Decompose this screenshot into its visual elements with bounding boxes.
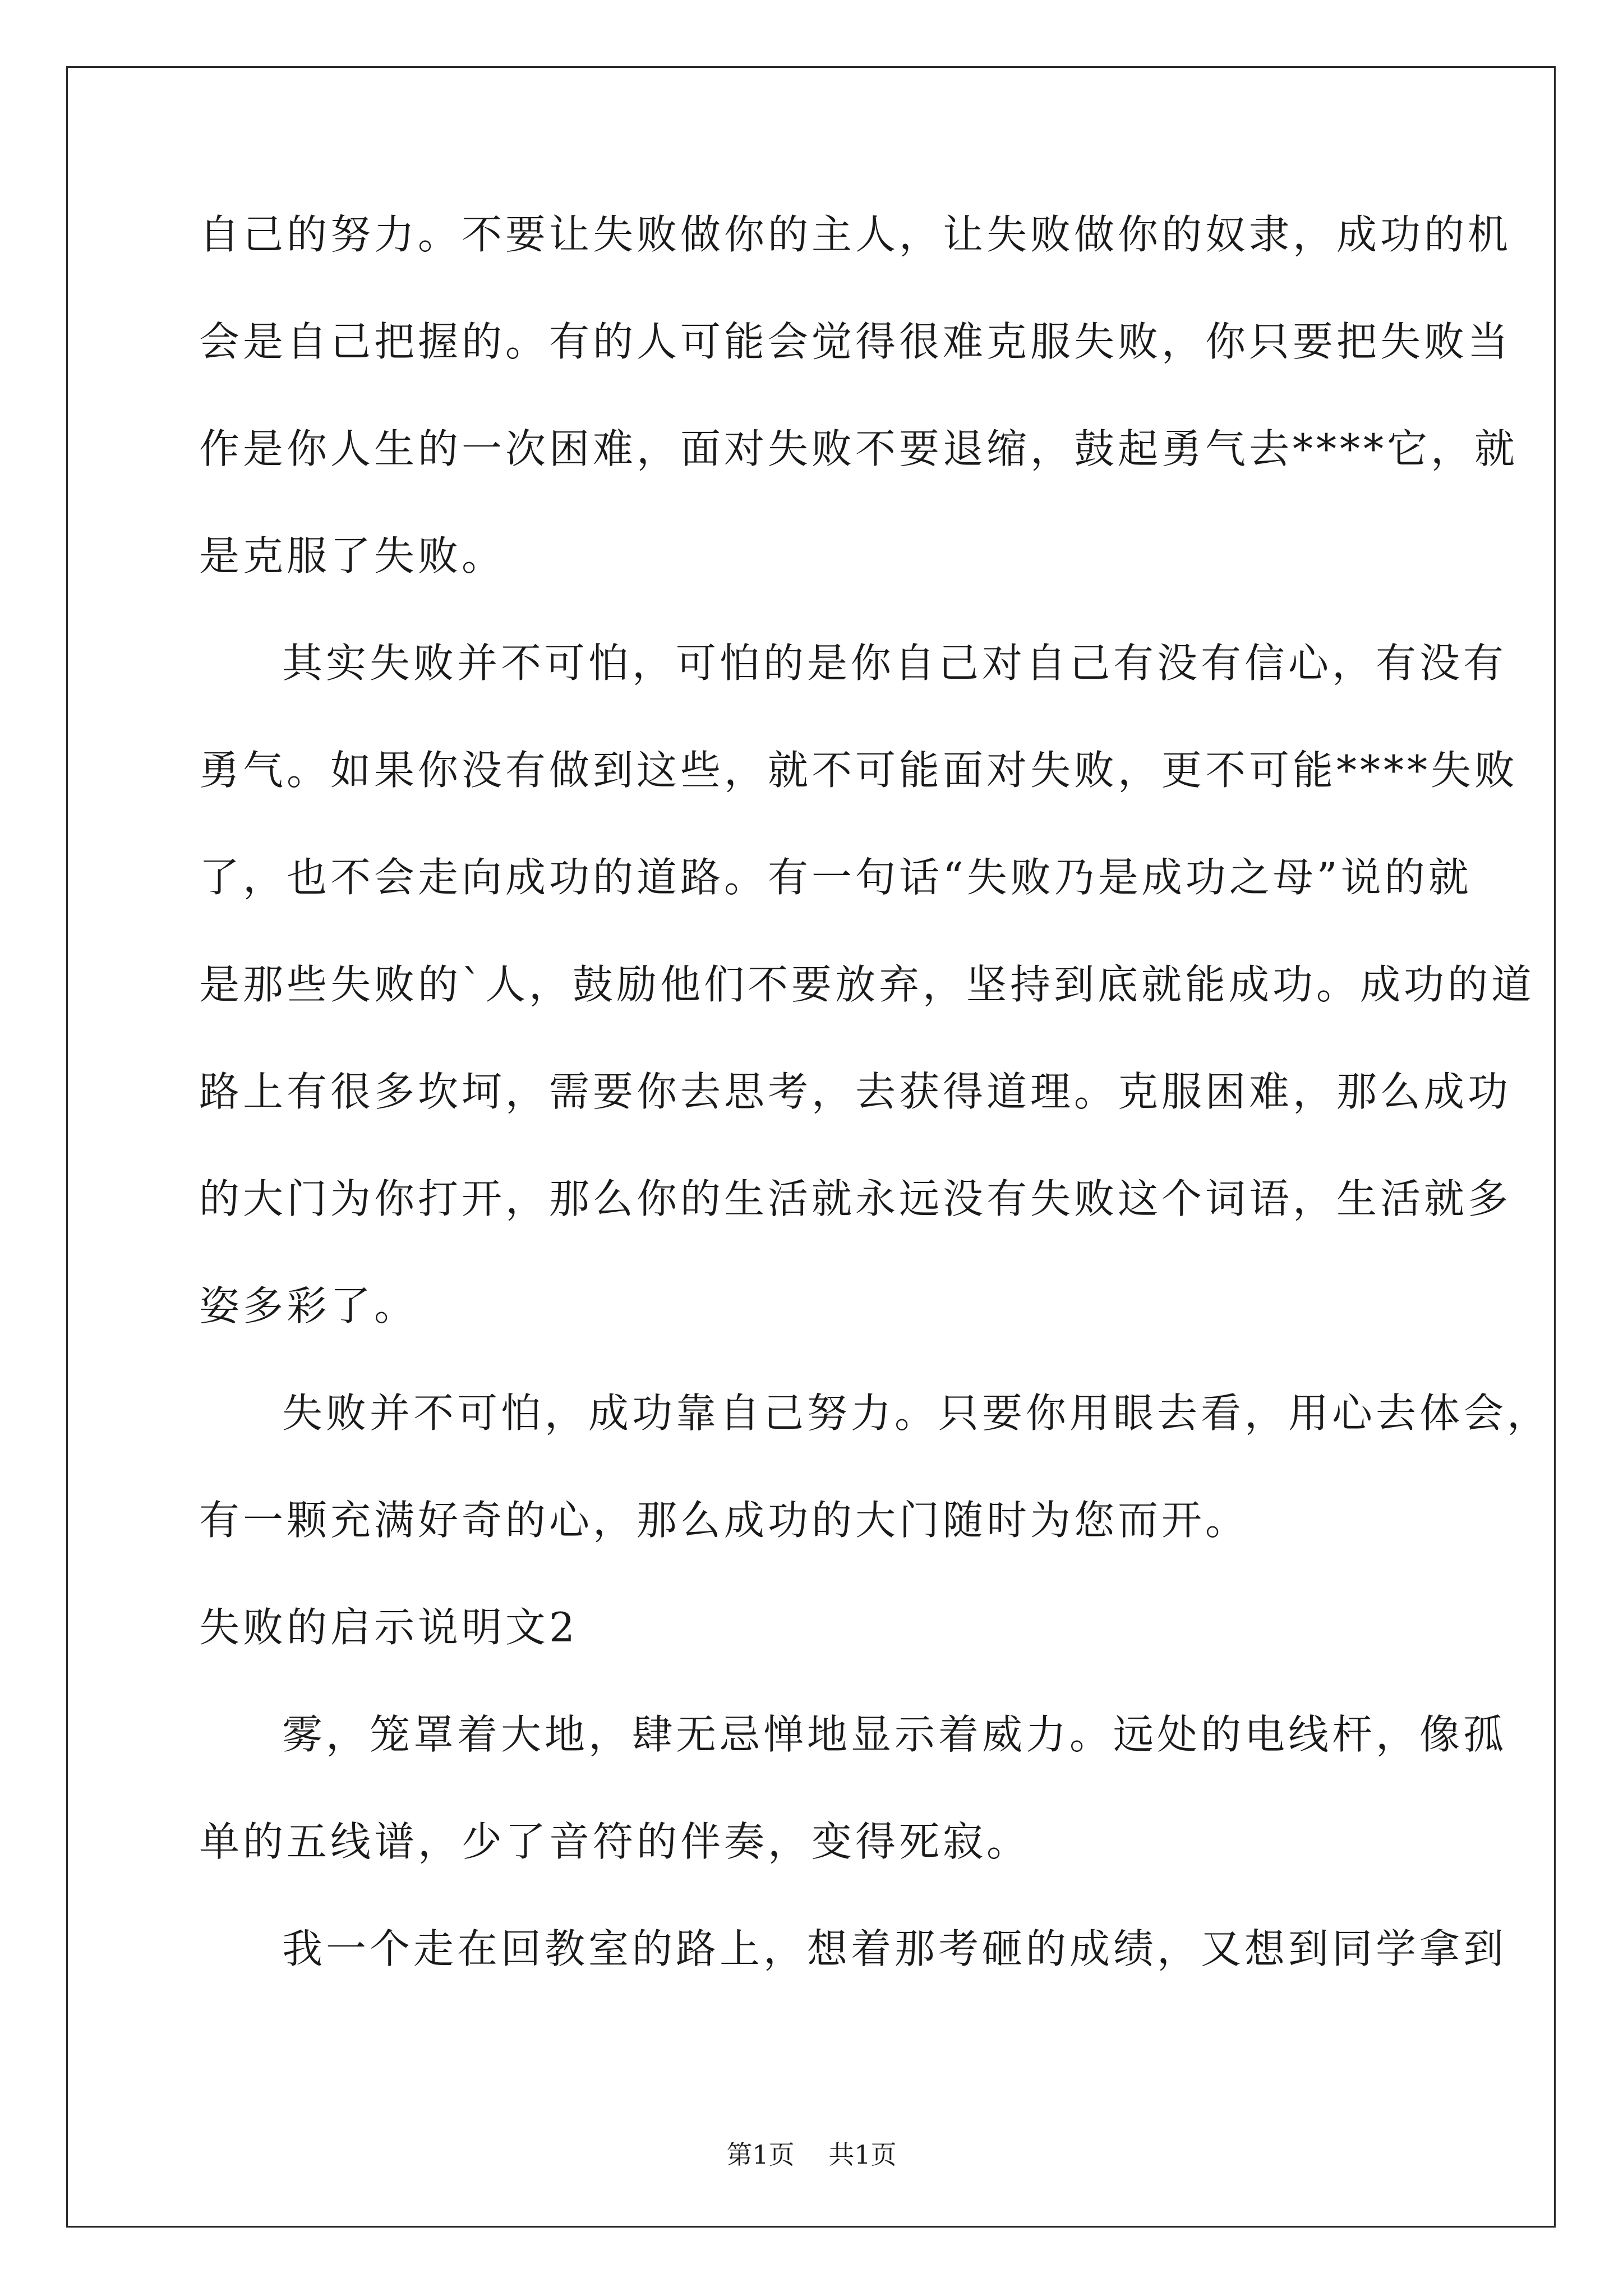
section-heading: 失败的启示说明文2 <box>199 1604 578 1651</box>
text-line: 是克服了失败。 <box>199 532 506 579</box>
document-body <box>199 211 1551 2036</box>
text-line: 勇气。如果你没有做到这些，就不可能面对失败，更不可能****失败 <box>199 747 1519 794</box>
text-line: 雾，笼罩着大地，肆无忌惮地显示着威力。远处的电线杆，像孤 <box>282 1711 1507 1758</box>
text-line: 自己的努力。不要让失败做你的主人，让失败做你的奴隶，成功的机 <box>199 211 1512 258</box>
text-line: 我一个走在回教室的路上，想着那考砸的成绩，又想到同学拿到 <box>282 1925 1507 1972</box>
page-footer <box>0 2134 1623 2171</box>
text-line: 是那些失败的`人，鼓励他们不要放弃，坚持到底就能成功。成功的道 <box>199 961 1536 1008</box>
text-line: 路上有很多坎坷，需要你去思考，去获得道理。克服困难，那么成功 <box>199 1068 1512 1115</box>
text-line: 会是自己把握的。有的人可能会觉得很难克服失败，你只要把失败当 <box>199 318 1512 365</box>
text-line: 单的五线谱，少了音符的伴奏，变得死寂。 <box>199 1818 1031 1865</box>
text-line: 的大门为你打开，那么你的生活就永远没有失败这个词语，生活就多 <box>199 1175 1512 1222</box>
text-line: 姿多彩了。 <box>199 1282 418 1329</box>
text-line: 失败并不可怕，成功靠自己努力。只要你用眼去看，用心去体会， <box>282 1389 1551 1437</box>
text-line: 作是你人生的一次困难，面对失败不要退缩，鼓起勇气去****它，就 <box>199 425 1519 472</box>
page-number-current: 第1页 <box>726 2139 795 2170</box>
page-number-total: 共1页 <box>828 2139 897 2170</box>
text-line: 有一颗充满好奇的心，那么成功的大门随时为您而开。 <box>199 1497 1249 1544</box>
text-line: 了，也不会走向成功的道路。有一句话“失败乃是成功之母”说的就 <box>199 854 1472 901</box>
text-line: 其实失败并不可怕，可怕的是你自己对自己有没有信心，有没有 <box>282 639 1507 687</box>
